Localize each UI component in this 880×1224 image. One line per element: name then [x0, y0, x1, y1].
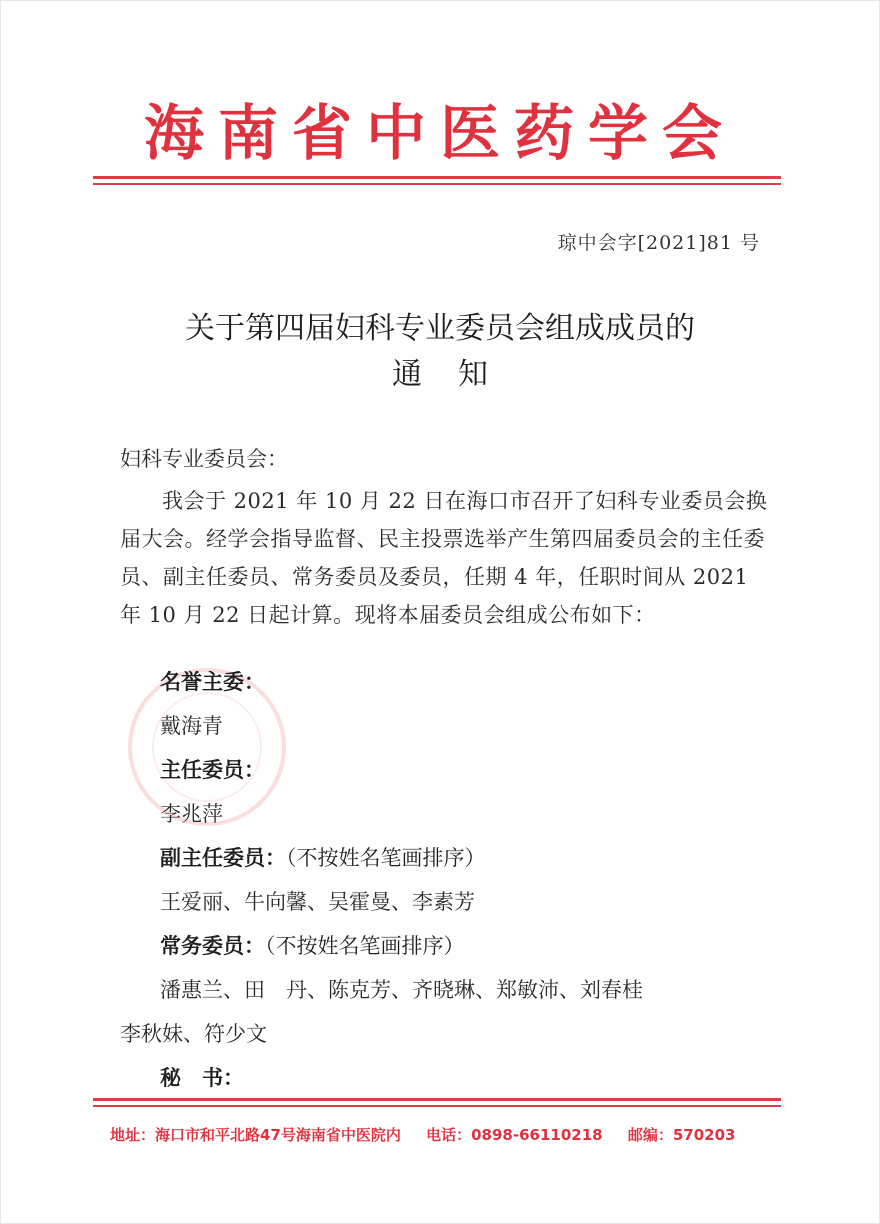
footer-rule-thin	[93, 1105, 781, 1107]
director-label: 主任委员：	[160, 757, 265, 782]
body-paragraph: 我会于 2021 年 10 月 22 日在海口市召开了妇科专业委员会换届大会。经学会指导监督、民主投票选举产生第四届委员会的主任委员、副主任委员、常务委员及委员，任期 4 年，任职时间从 2021 年 10 月 22 日起计算。现将本届委员会组成公布如下：	[120, 489, 768, 627]
vice-director-note: （不按姓名笔画排序）	[286, 846, 486, 870]
standing-committee-note: （不按姓名笔画排序）	[265, 934, 465, 958]
vice-director-names: 王爱丽、牛向馨、吴霍曼、李素芳	[160, 890, 475, 914]
standing-committee-label: 常务委员：	[160, 933, 265, 958]
letterhead-rule-thin	[93, 183, 781, 185]
footer-address: 地址：海口市和平北路47号海南省中医院内	[110, 1126, 401, 1144]
footer-rule-thick	[93, 1098, 781, 1101]
member-roster	[120, 660, 770, 1100]
standing-committee-heading	[160, 924, 770, 968]
standing-committee-names-2: 李秋妹、符少文	[120, 1022, 267, 1046]
footer-phone: 电话：0898-66110218	[426, 1126, 603, 1144]
salutation: 妇科专业委员会：	[120, 447, 288, 471]
vice-director-label: 副主任委员：	[160, 845, 286, 870]
document-number: 琼中会字[2021]81 号	[557, 232, 760, 254]
footer-postcode: 邮编：570203	[627, 1126, 736, 1144]
honorary-chair-label: 名誉主委：	[160, 669, 265, 694]
notice-subtitle: 通知	[392, 357, 524, 392]
footer-contact	[110, 1124, 790, 1145]
notice-title: 关于第四届妇科专业委员会组成成员的	[185, 311, 695, 346]
director-names: 李兆萍	[160, 802, 223, 826]
org-letterhead-title: 海南省中医药学会	[144, 99, 736, 169]
vice-director-heading	[160, 836, 770, 880]
secretary-label: 秘 书：	[160, 1065, 244, 1090]
honorary-chair-names: 戴海青	[160, 714, 223, 738]
letterhead-rule-thick	[93, 176, 781, 179]
standing-committee-names-1: 潘惠兰、田 丹、陈克芳、齐晓琳、郑敏沛、刘春桂	[160, 978, 643, 1002]
